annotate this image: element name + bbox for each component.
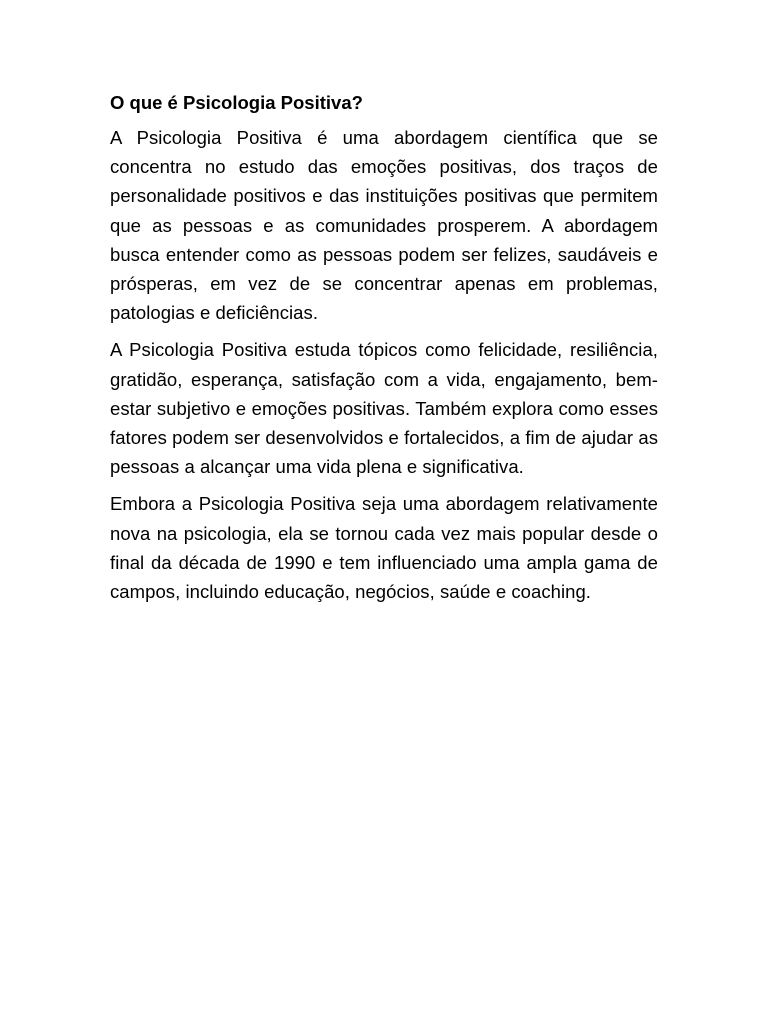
paragraph-definition: A Psicologia Positiva é uma abordagem científica que se concentra no estudo das emoções positivas, dos traços de personalidade positivos e das instituições positivas que permitem que as pessoas e as comunidades prosperem. A abordagem busca entender como as pessoas podem ser felizes, saudáveis e prósperas, em vez de se concentrar apenas em problemas, patologias e deficiências. xyxy=(110,127,658,324)
document-page xyxy=(110,88,658,614)
paragraph-history: Embora a Psicologia Positiva seja uma abordagem relativamente nova na psicologia, ela se tornou cada vez mais popular desde o final da década de 1990 e tem influenciado uma ampla gama de campos, incluindo educação, negócios, saúde e coaching. xyxy=(110,493,658,603)
document-title: O que é Psicologia Positiva? xyxy=(110,92,363,113)
paragraph-topics: A Psicologia Positiva estuda tópicos como felicidade, resiliência, gratidão, esperança, satisfação com a vida, engajamento, bem-estar subjetivo e emoções positivas. Também explora como esses fatores podem ser desenvolvidos e fortalecidos, a fim de ajudar as pessoas a alcançar uma vida plena e significativa. xyxy=(110,339,658,478)
